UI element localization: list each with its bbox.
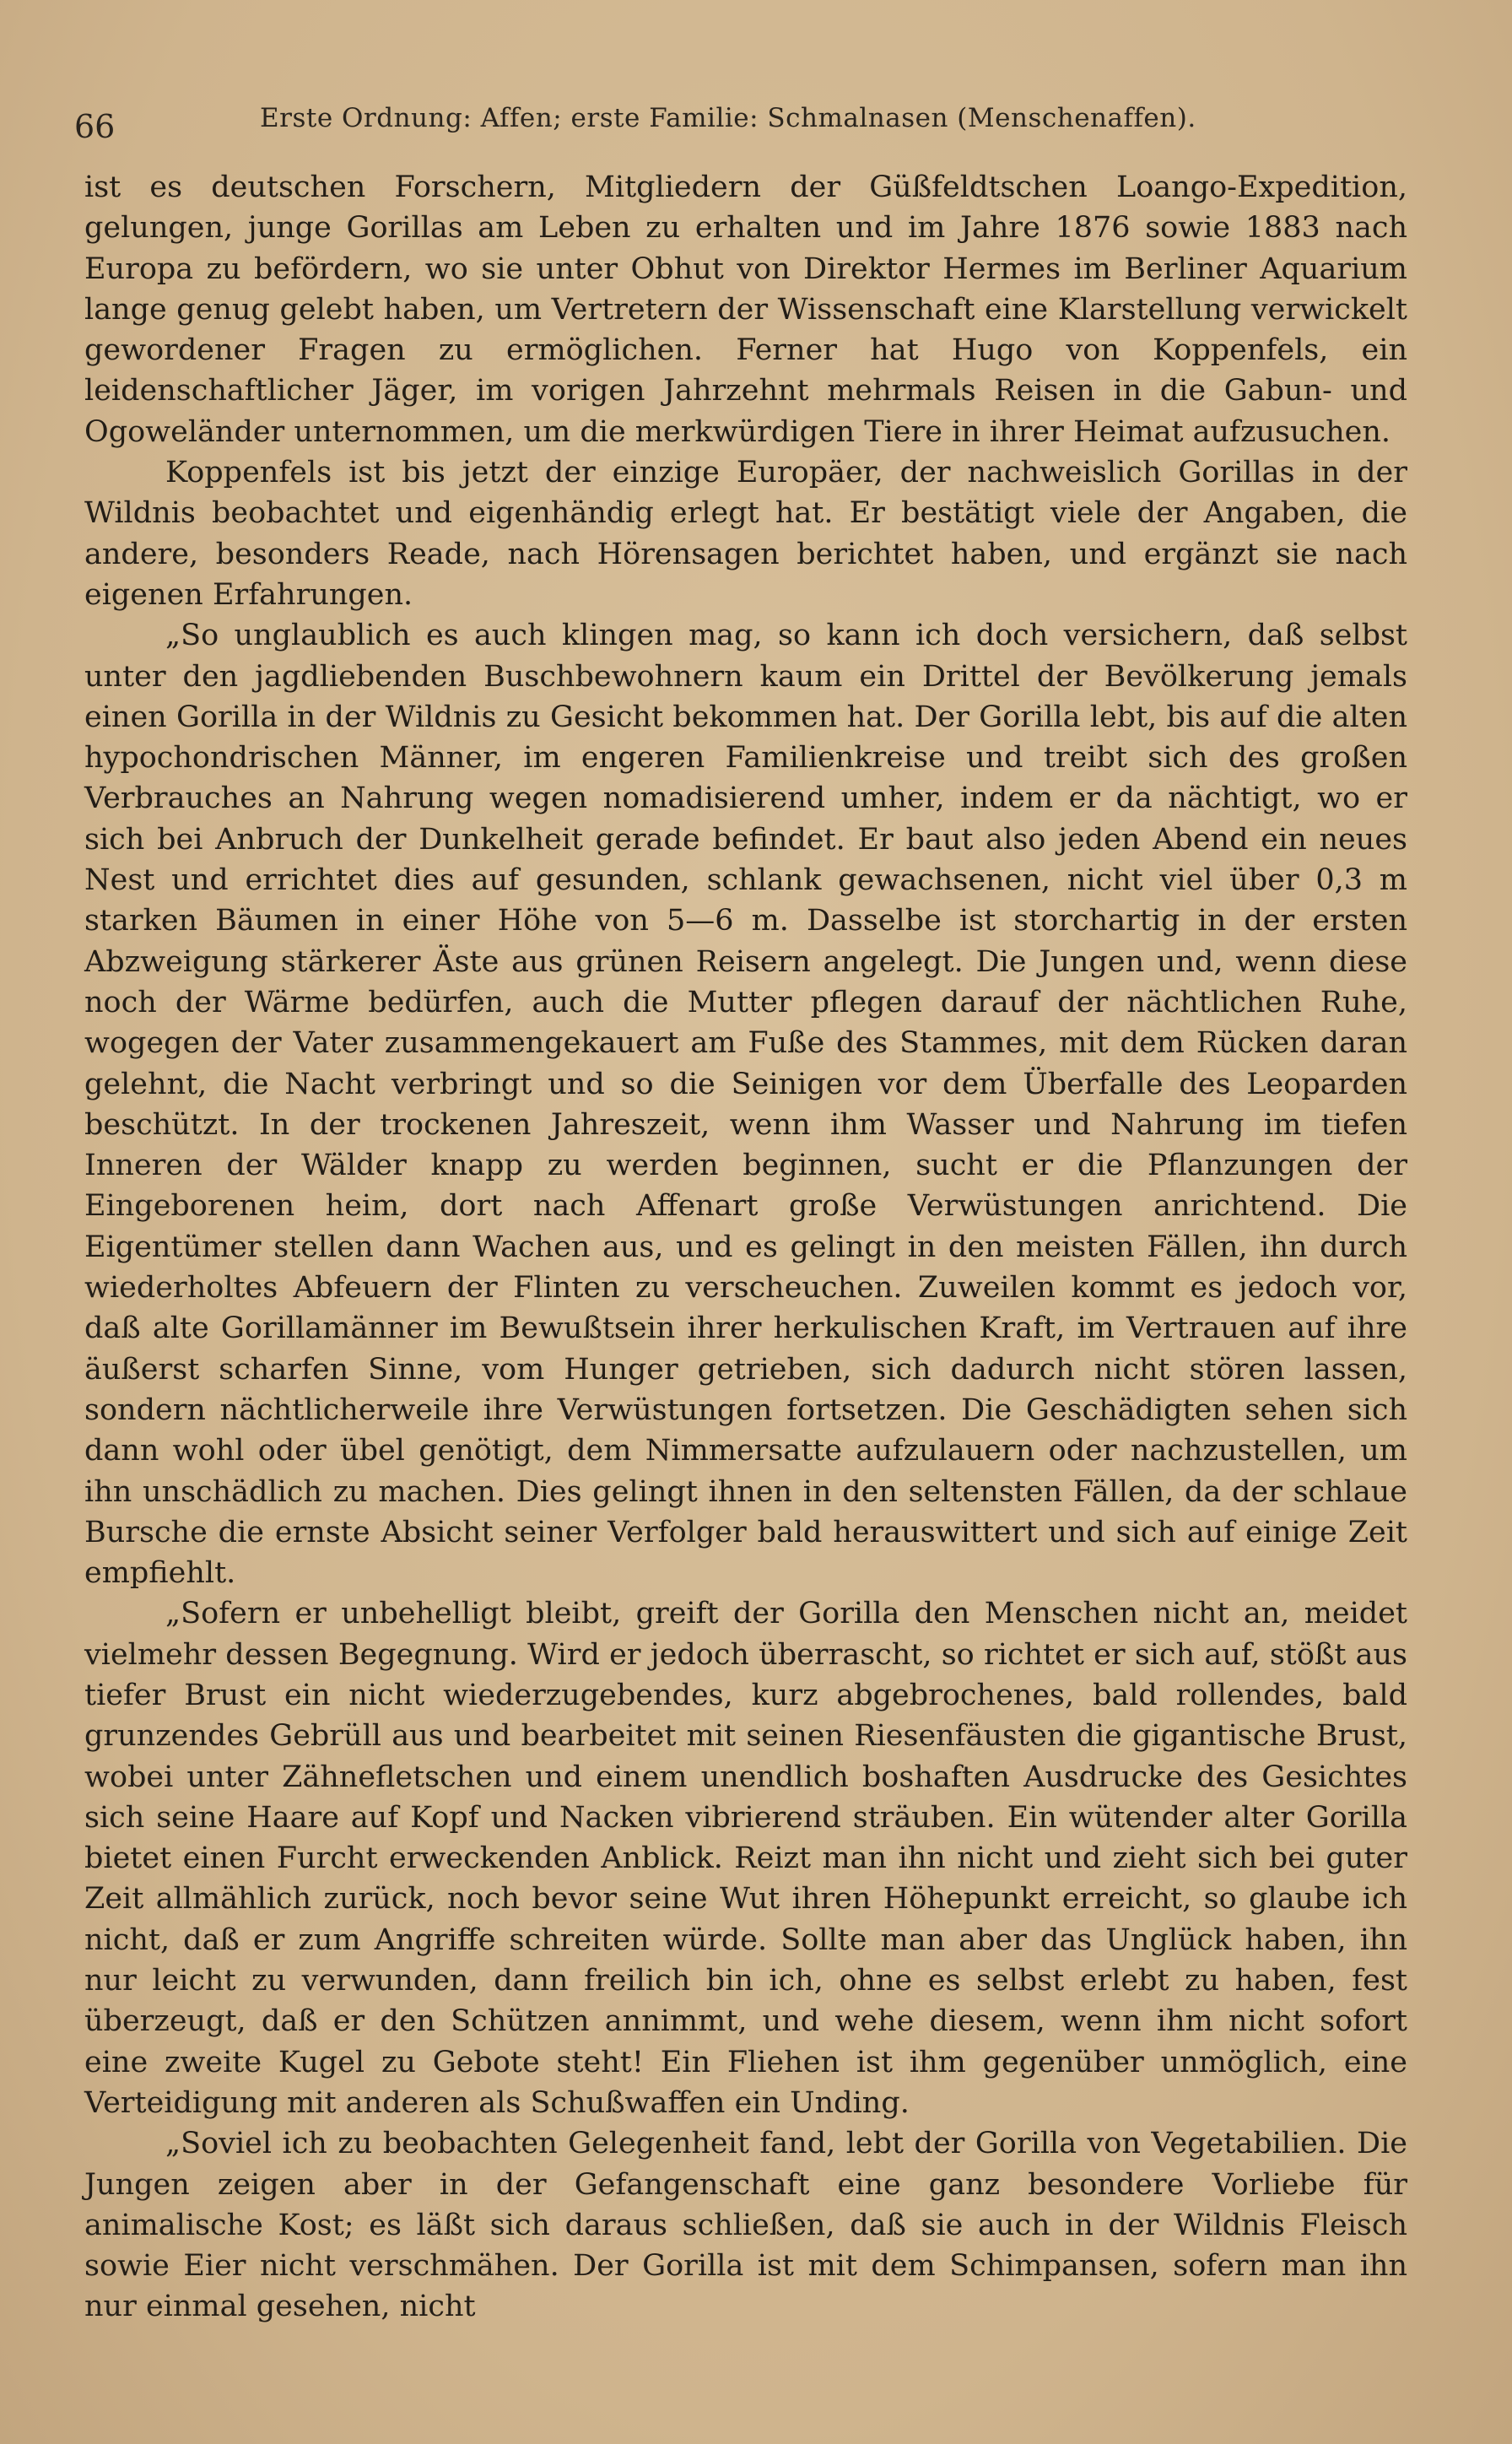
paragraph-quote-diet: „Soviel ich zu beobachten Gelegenheit fand, lebt der Gorilla von Vegetabilien. Die Jungen zeigen aber in der Gefangenschaft eine ganz besondere Vorliebe für animalische Kost; es läßt sich daraus schließen, daß sie auch in der Wildnis Fleisch sowie Eier nicht verschmähen. Der Gorilla ist mit dem Schimpansen, sofern man ihn nur einmal gesehen, nicht [84, 2127, 1407, 2324]
paragraph-quote-habits: „So unglaublich es auch klingen mag, so kann ich doch versichern, daß selbst unter den jagdliebenden Buschbewohnern kaum ein Drittel der Bevölkerung jemals einen Gorilla in der Wildnis zu Gesicht bekommen hat. Der Gorilla lebt, bis auf die alten hypochondrischen Männer, im engeren Familienkreise und treibt sich des großen Verbrauches an Nahrung wegen nomadisierend umher, indem er da nächtigt, wo er sich bei Anbruch der Dunkelheit gerade befindet. Er baut also jeden Abend ein neues Nest und errichtet dies auf gesunden, schlank gewachsenen, nicht viel über 0,3 m starken Bäumen in einer Höhe von 5—6 m. Dasselbe ist storchartig in der ersten Abzweigung stärkerer Äste aus grünen Reisern angelegt. Die Jungen und, wenn diese noch der Wärme bedürfen, auch die Mutter pflegen darauf der nächtlichen Ruhe, wogegen der Vater zusammengekauert am Fuße des Stammes, mit dem Rücken daran gelehnt, die Nacht verbringt und so die Seinigen vor dem Überfalle des Leoparden beschützt. In der trockenen Jahreszeit, wenn ihm Wasser und Nahrung im tiefen Inneren der Wälder knapp zu werden beginnen, sucht er die Pflanzungen der Eingeborenen heim, dort nach Affenart große Verwüstungen anrichtend. Die Eigentümer stellen dann Wachen aus, und es gelingt in den meisten Fällen, ihn durch wiederholtes Abfeuern der Flinten zu verscheuchen. Zuweilen kommt es jedoch vor, daß alte Gorillamänner im Bewußtsein ihrer herkulischen Kraft, im Vertrauen auf ihre äußerst scharfen Sinne, vom Hunger getrieben, sich dadurch nicht stören lassen, sondern nächtlicherweile ihre Verwüstungen fortsetzen. Die Geschädigten sehen sich dann wohl oder übel genötigt, dem Nimmersatte aufzulauern oder nachzustellen, um ihn unschädlich zu machen. Dies gelingt ihnen in den seltensten Fällen, da der schlaue Bursche die ernste Absicht seiner Verfolger bald herauswittert und sich auf einige Zeit empfiehlt. [84, 619, 1407, 1591]
running-head: Erste Ordnung: Affen; erste Familie: Schmalnasen (Menschenaffen). [260, 103, 1196, 133]
paragraph-continuation: ist es deutschen Forschern, Mitgliedern der Güßfeldtschen Loango-Expedition, gelungen, junge Gorillas am Leben zu erhalten und im Jahre 1876 sowie 1883 nach Europa zu befördern, wo sie unter Obhut von Direktor Hermes im Berliner Aquarium lange genug gelebt haben, um Vertretern der Wissenschaft eine Klarstellung verwickelt gewordener Fragen zu ermöglichen. Ferner hat Hugo von Koppenfels, ein leidenschaftlicher Jäger, im vorigen Jahrzehnt mehrmals Reisen in die Gabun- und Ogoweländer unternommen, um die merkwürdigen Tiere in ihrer Heimat aufzusuchen. [84, 170, 1407, 449]
page-header [74, 100, 1458, 150]
page-number: 66 [74, 108, 116, 145]
paragraph-quote-behavior: „Sofern er unbehelligt bleibt, greift der Gorilla den Menschen nicht an, meidet vielmehr dessen Begegnung. Wird er jedoch überrascht, so richtet er sich auf, stößt aus tiefer Brust ein nicht wiederzugebendes, kurz abgebrochenes, bald rollendes, bald grunzendes Gebrüll aus und bearbeitet mit seinen Riesenfäusten die gigantische Brust, wobei unter Zähnefletschen und einem unendlich boshaften Ausdrucke des Gesichtes sich seine Haare auf Kopf und Nacken vibrierend sträuben. Ein wütender alter Gorilla bietet einen Furcht erweckenden Anblick. Reizt man ihn nicht und zieht sich bei guter Zeit allmählich zurück, noch bevor seine Wut ihren Höhepunkt erreicht, so glaube ich nicht, daß er zum Angriffe schreiten würde. Sollte man aber das Unglück haben, ihn nur leicht zu verwunden, dann freilich bin ich, ohne es selbst erlebt zu haben, fest überzeugt, daß er den Schützen annimmt, und wehe diesem, wenn ihm nicht sofort eine zweite Kugel zu Gebote steht! Ein Fliehen ist ihm gegenüber unmöglich, eine Verteidigung mit anderen als Schußwaffen ein Unding. [84, 1597, 1407, 2120]
paragraph-koppenfels: Koppenfels ist bis jetzt der einzige Europäer, der nachweislich Gorillas in der Wildnis beobachtet und eigenhändig erlegt hat. Er bestätigt viele der Angaben, die andere, besonders Reade, nach Hörensagen berichtet haben, und ergänzt sie nach eigenen Erfahrungen. [84, 456, 1407, 612]
body-text [84, 167, 1407, 2328]
